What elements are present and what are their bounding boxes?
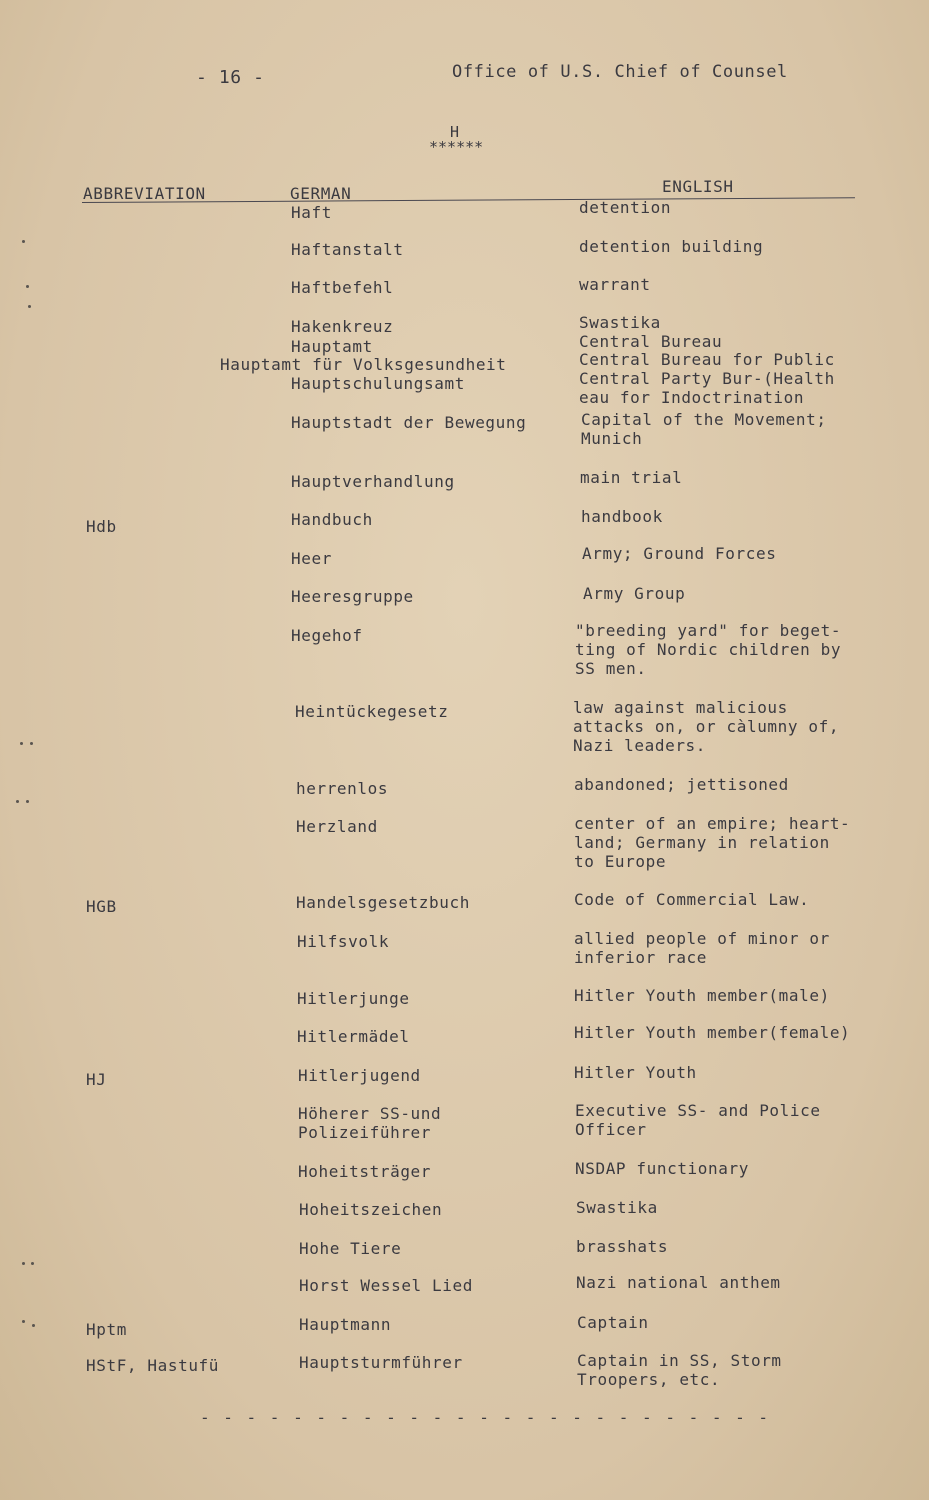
column-header-german: GERMAN: [290, 184, 352, 203]
german-term: Hilfsvolk: [297, 932, 390, 951]
german-term: Hitlermädel: [297, 1027, 410, 1046]
english-translation: NSDAP functionary: [575, 1159, 749, 1178]
english-translation: brasshats: [576, 1237, 669, 1256]
paper-speck: [22, 1262, 25, 1265]
english-translation: detention building: [579, 237, 764, 256]
german-term: Haftbefehl: [291, 278, 394, 297]
german-term: Hauptsturmführer: [299, 1353, 463, 1372]
english-translation: detention: [579, 198, 672, 217]
german-term: Hauptschulungsamt: [291, 374, 465, 393]
english-translation: Capital of the Movement; Munich: [581, 410, 827, 448]
german-term: Hegehof: [291, 626, 363, 645]
german-term: Horst Wessel Lied: [299, 1276, 473, 1295]
german-term: Hauptstadt der Bewegung: [291, 413, 527, 432]
page-number: - 16 -: [196, 67, 265, 88]
column-header-abbreviation: ABBREVIATION: [83, 184, 206, 203]
english-translation: warrant: [579, 275, 651, 294]
paper-speck: [20, 742, 23, 745]
abbr-hgb: HGB: [86, 897, 117, 916]
german-term: Hoheitsträger: [298, 1162, 432, 1181]
paper-speck: [22, 240, 25, 243]
english-translation: center of an empire; heart- land; Germany in relation to Europe: [574, 814, 851, 871]
english-translation: "breeding yard" for beget- ting of Nordic children by SS men.: [575, 621, 842, 678]
paper-speck: [16, 800, 19, 803]
paper-speck: [31, 1262, 34, 1265]
english-translation: Swastika: [576, 1198, 658, 1217]
german-term: Heeresgruppe: [291, 587, 414, 606]
abbr-hstf: HStF, Hastufü: [86, 1356, 220, 1375]
english-translation: Army; Ground Forces: [582, 544, 777, 563]
german-term: Hauptamt: [291, 337, 373, 356]
english-translation: Army Group: [583, 584, 686, 603]
english-translation: abandoned; jettisoned: [574, 775, 789, 794]
german-term: Heer: [291, 549, 332, 568]
german-term: Handbuch: [291, 510, 373, 529]
german-term: herrenlos: [296, 779, 389, 798]
abbr-hptm: Hptm: [86, 1320, 127, 1339]
section-letter: H: [450, 123, 460, 141]
section-stars: ******: [429, 138, 484, 156]
english-translation: handbook: [581, 507, 663, 526]
german-term: Hoheitszeichen: [299, 1200, 443, 1219]
german-term: Haftanstalt: [291, 240, 404, 259]
english-translation: law against malicious attacks on, or càlumny of, Nazi leaders.: [573, 698, 840, 755]
german-term: Handelsgesetzbuch: [296, 893, 470, 912]
english-translation: Central Bureau: [579, 332, 723, 351]
english-translation: Hitler Youth: [574, 1063, 697, 1082]
paper-speck: [26, 285, 29, 288]
german-term: Hitlerjunge: [297, 989, 410, 1008]
german-term: Hakenkreuz: [291, 317, 394, 336]
english-translation: Hitler Youth member(male): [574, 986, 830, 1005]
german-term: Heintückegesetz: [295, 702, 449, 721]
paper-speck: [26, 800, 29, 803]
english-translation: Nazi national anthem: [576, 1273, 781, 1292]
paper-speck: [32, 1324, 35, 1327]
column-header-english: ENGLISH: [662, 177, 734, 196]
german-term: Herzland: [296, 817, 378, 836]
paper-speck: [22, 1320, 25, 1323]
english-translation: Captain: [577, 1313, 649, 1332]
english-translation: allied people of minor or inferior race: [574, 929, 830, 967]
german-term: Hitlerjugend: [298, 1066, 421, 1085]
english-translation: Executive SS- and Police Officer: [575, 1101, 821, 1139]
english-translation: Central Bureau for Public: [579, 350, 835, 369]
abbr-hdb: Hdb: [86, 517, 117, 536]
german-term: Hauptmann: [299, 1315, 392, 1334]
office-title: Office of U.S. Chief of Counsel: [452, 62, 788, 82]
paper-speck: [30, 742, 33, 745]
abbr-hj: HJ: [86, 1070, 107, 1089]
english-translation: Captain in SS, Storm Troopers, etc.: [577, 1351, 782, 1389]
german-term: Hauptamt für Volksgesundheit: [220, 355, 507, 374]
english-translation: main trial: [580, 468, 683, 487]
english-translation: Swastika: [579, 313, 661, 332]
footer-dashed-rule: - - - - - - - - - - - - - - - - - - - - - - - - -: [200, 1408, 771, 1427]
german-term: Haft: [291, 203, 332, 222]
english-translation: Central Party Bur-(Health eau for Indoctrination: [579, 369, 835, 407]
paper-speck: [28, 305, 31, 308]
german-term: Höherer SS-und Polizeiführer: [298, 1104, 442, 1142]
german-term: Hohe Tiere: [299, 1239, 402, 1258]
english-translation: Hitler Youth member(female): [574, 1023, 851, 1042]
german-term: Hauptverhandlung: [291, 472, 455, 491]
english-translation: Code of Commercial Law.: [574, 890, 810, 909]
